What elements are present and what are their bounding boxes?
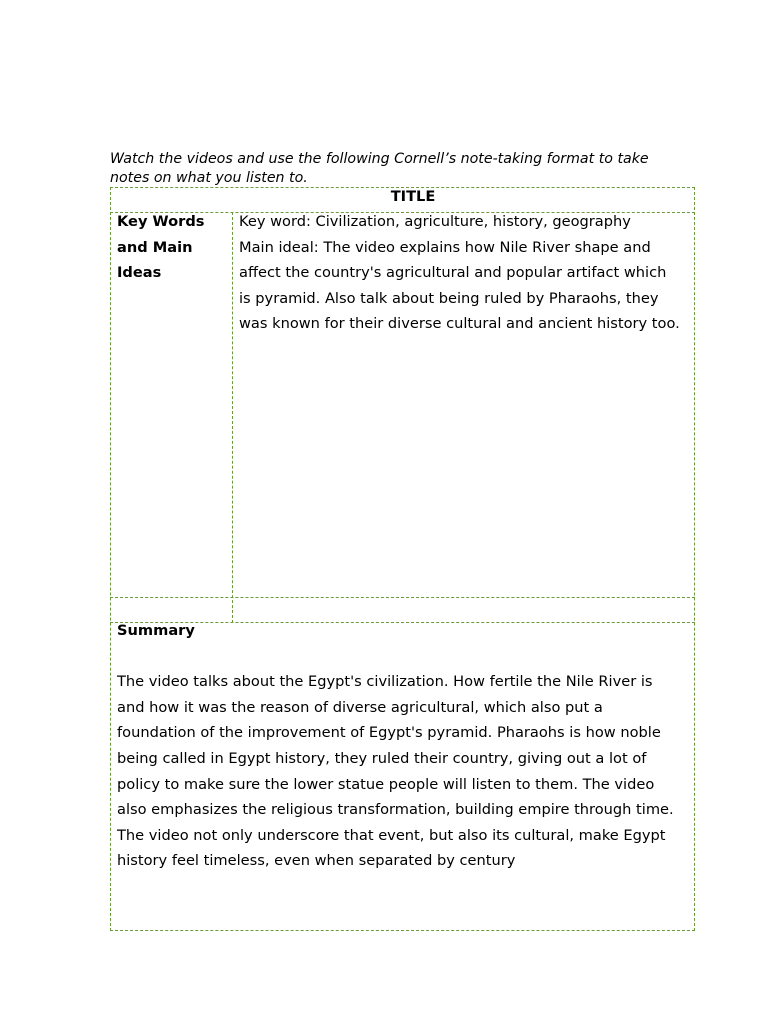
summary-line: history feel timeless, even when separated by century <box>117 852 516 870</box>
summary-line: foundation of the improvement of Egypt's pyramid. Pharaohs is how noble <box>117 724 661 742</box>
notes-line: affect the country's agricultural and popular artifact which <box>239 264 667 282</box>
summary-spacer <box>117 644 674 670</box>
instructions-text <box>110 150 710 188</box>
instructions-line: notes on what you listen to. <box>110 170 308 186</box>
notes-bottom-divider <box>110 597 695 598</box>
table-title: TITLE <box>390 188 436 205</box>
cue-heading-line: Ideas <box>117 264 162 282</box>
column-divider <box>232 212 233 623</box>
notes-column-text <box>239 209 680 337</box>
summary-line: also emphasizes the religious transformation, building empire through time. <box>117 801 674 819</box>
summary-line: The video not only underscore that event, but also its cultural, make Egypt <box>117 826 666 844</box>
summary-line: being called in Egypt history, they ruled their country, giving out a lot of <box>117 749 647 767</box>
notes-line: is pyramid. Also talk about being ruled by Pharaohs, they <box>239 289 659 307</box>
cue-heading-line: Key Words <box>117 213 205 230</box>
cue-column-heading <box>117 209 204 286</box>
notes-line: was known for their diverse cultural and ancient history too. <box>239 315 680 333</box>
summary-line: The video talks about the Egypt's civilization. How fertile the Nile River is <box>117 673 653 691</box>
notes-line: Key word: Civilization, agriculture, history, geography <box>239 213 631 230</box>
summary-line: and how it was the reason of diverse agricultural, which also put a <box>117 698 603 716</box>
summary-section <box>117 618 674 874</box>
instructions-line: Watch the videos and use the following Cornell’s note-taking format to take <box>110 151 649 167</box>
summary-heading: Summary <box>117 622 195 639</box>
cue-heading-line: and Main <box>117 238 193 256</box>
summary-line: policy to make sure the lower statue people will listen to them. The video <box>117 775 655 793</box>
notes-line: Main ideal: The video explains how Nile River shape and <box>239 238 651 256</box>
